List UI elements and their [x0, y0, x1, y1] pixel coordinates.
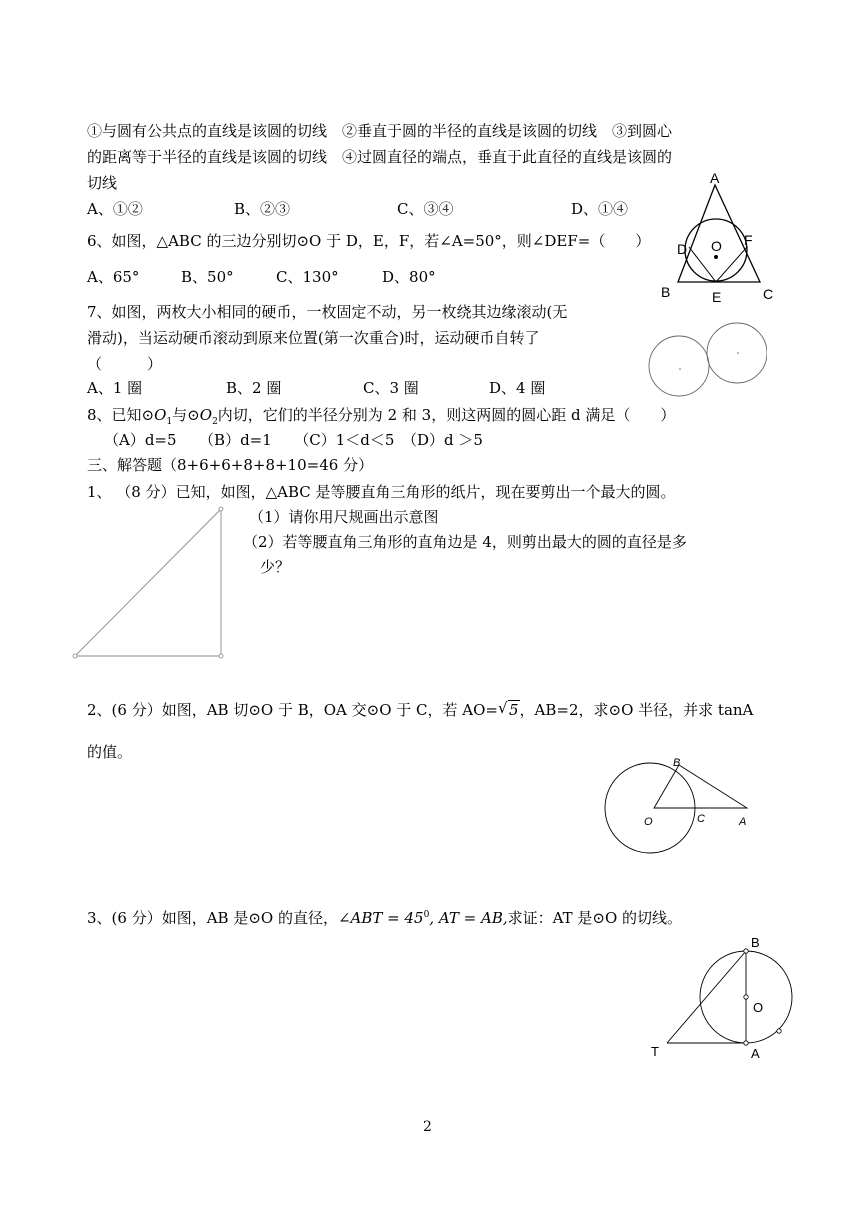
q5-line-3: 切线: [87, 174, 118, 192]
p3-stem: [87, 905, 682, 928]
section-3-title: 三、解答题（8+6+6+8+8+10=46 分）: [87, 456, 374, 474]
p2-tangent-figure: [600, 750, 760, 862]
q6-triangle-incircle-figure: [655, 165, 785, 310]
q5-line-2: 的距离等于半径的直线是该圆的切线 ④过圆直径的端点，垂直于此直径的直线是该圆的: [87, 148, 673, 166]
page-number: 2: [423, 1119, 432, 1135]
p2-label-a: A: [739, 816, 747, 828]
p2-radical-sign: √: [498, 699, 508, 717]
q6-label-d: D: [677, 241, 688, 257]
p1-sub-1: （1）请你用尺规画出示意图: [249, 508, 439, 526]
q5-option-b: B、②③: [234, 200, 291, 218]
q7-option-b: B、2 圈: [226, 379, 282, 397]
q5-line-1: ①与圆有公共点的直线是该圆的切线 ②垂直于圆的半径的直线是该圆的切线 ③到圆心: [87, 122, 673, 140]
q6-label-a: A: [710, 170, 720, 186]
q6-label-b: B: [661, 284, 671, 300]
p1-stem: 1、 （8 分）已知，如图，△ABC 是等腰直角三角形的纸片，现在要剪出一个最大的圆。: [87, 483, 676, 501]
q8-mid: 与⊙: [172, 406, 200, 424]
q8-stem-post: 内切，它们的半径分别为 2 和 3，则这两圆的圆心距 d 满足（ ）: [217, 406, 676, 424]
p2-label-o: O: [644, 816, 653, 828]
q6-label-c: C: [763, 286, 774, 302]
q5-option-d: D、①④: [571, 200, 629, 218]
p2-label-c: C: [697, 813, 705, 825]
q7-line-3: （ ）: [87, 355, 163, 373]
q8-options: （A）d=5 （B）d=1 （C）1＜d＜5 （D）d ＞5: [104, 431, 483, 449]
q6-label-e: E: [712, 289, 722, 305]
p2-sqrt-value: 5: [509, 701, 519, 719]
p3-formula: ∠ABT = 45: [337, 909, 424, 927]
q7-option-d: D、4 圈: [489, 379, 546, 397]
p1-sub-2a: （2）若等腰直角三角形的直角边是 4，则剪出最大的圆的直径是多: [243, 533, 687, 551]
p1-right-triangle-figure: [68, 502, 233, 662]
q6-option-c: C、130°: [276, 268, 339, 286]
q7-line-2: 滑动)，当运动硬币滚动到原来位置(第一次重合)时，运动硬币自转了: [87, 329, 540, 347]
q6-option-b: B、50°: [181, 268, 234, 286]
q8-stem-pre: 8、已知⊙: [87, 406, 155, 424]
q6-stem: 6、如图，△ABC 的三边分别切⊙O 于 D，E，F，若∠A=50°，则∠DEF=（ ）: [87, 232, 651, 250]
q7-line-1: 7、如图，两枚大小相同的硬币，一枚固定不动，另一枚绕其边缘滚动(无: [87, 303, 568, 321]
q6-label-f: F: [744, 232, 753, 248]
q7-option-c: C、3 圈: [363, 379, 419, 397]
p3-label-b: B: [751, 935, 760, 950]
q8-stem: [87, 405, 675, 432]
p2-stem-pre: 2、(6 分）如图，AB 切⊙O 于 B，OA 交⊙O 于 C，若 AO=: [87, 701, 498, 719]
q6-label-o: O: [711, 238, 722, 254]
p3-label-t: T: [651, 1044, 659, 1059]
p2-sqrt: [498, 700, 520, 720]
q8-o1: O: [154, 406, 167, 424]
p2-line-2: 的值。: [87, 743, 133, 761]
q5-option-a: A、①②: [87, 200, 143, 218]
q8-sub1: 1: [166, 417, 173, 427]
q7-two-coins-figure: [647, 320, 767, 402]
p2-label-b: B: [673, 757, 681, 769]
p3-sup: 0: [423, 910, 430, 920]
q7-option-a: A、1 圈: [87, 379, 143, 397]
p1-sub-2b: 少？: [260, 558, 291, 576]
q6-option-a: A、65°: [87, 268, 140, 286]
p3-label-a: A: [751, 1046, 760, 1061]
p3-formula-2: , AT = AB,: [429, 909, 508, 927]
p2-stem-post: ，AB=2，求⊙O 半径，并求 tanA: [519, 701, 754, 719]
p2-stem: [87, 700, 753, 720]
p3-stem-pre: 3、(6 分）如图，AB 是⊙O 的直径，: [87, 909, 338, 927]
q5-option-c: C、③④: [397, 200, 454, 218]
p3-label-o: O: [753, 1000, 764, 1015]
q8-sub2: 2: [212, 417, 218, 427]
q8-o2: O: [199, 406, 213, 424]
q6-option-d: D、80°: [382, 268, 436, 286]
p3-tangent-proof-figure: [645, 930, 805, 1065]
p3-stem-post: 求证：AT 是⊙O 的切线。: [507, 909, 683, 927]
